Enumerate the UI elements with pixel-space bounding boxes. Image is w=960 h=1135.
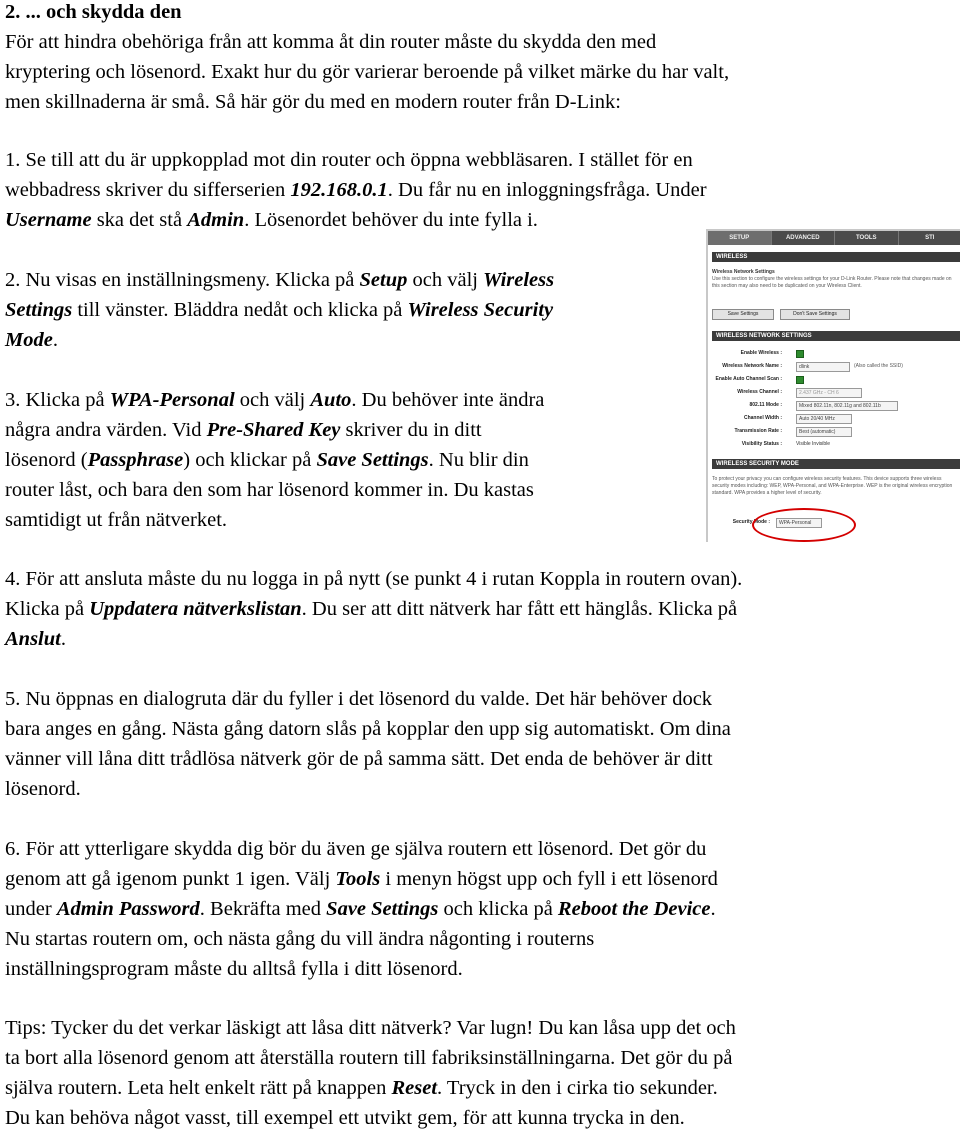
- tab-status[interactable]: STI: [899, 231, 960, 245]
- field-network-name: Wireless Network Name : dlink (Also called the SSID): [722, 363, 903, 370]
- ip-address: 192.168.0.1: [290, 179, 388, 201]
- tab-tools[interactable]: TOOLS: [835, 231, 899, 245]
- step5-line-3: vänner vill låna ditt trådlösa nätverk gör de på samma sätt. Det enda de behöver är ditt: [5, 748, 713, 770]
- security-mode-select[interactable]: WPA-Personal: [776, 518, 822, 528]
- step3-line-2: några andra värden. Vid Pre-Shared Key skriver du in ditt: [5, 419, 482, 441]
- step1-line-3: Username ska det stå Admin. Lösenordet behöver du inte fylla i.: [5, 209, 538, 231]
- step3-line-3: lösenord (Passphrase) och klickar på Save Settings. Nu blir din: [5, 449, 529, 471]
- step4-line-1: 4. För att ansluta måste du nu logga in på nytt (se punkt 4 i rutan Koppla in routern ovan).: [5, 568, 743, 590]
- step5-line-4: lösenord.: [5, 778, 81, 800]
- step5-line-2: bara anges en gång. Nästa gång datorn slås på kopplar den upp sig automatiskt. Om dina: [5, 718, 731, 740]
- tab-setup[interactable]: SETUP: [708, 231, 772, 245]
- step1-line-1: 1. Se till att du är uppkopplad mot din router och öppna webbläsaren. I stället för en: [5, 149, 693, 171]
- field-channel-width: Channel Width : Auto 20/40 MHz: [712, 413, 960, 424]
- tips-line-2: ta bort alla lösenord genom att återställa routern till fabriksinställningarna. Det gör du på: [5, 1047, 733, 1069]
- tips-line-3: själva routern. Leta helt enkelt rätt på knappen Reset. Tryck in den i cirka tio sekunder.: [5, 1077, 718, 1099]
- dont-save-settings-button[interactable]: Don't Save Settings: [780, 309, 850, 320]
- wireless-intro-text: Use this section to configure the wireless settings for your D-Link Router. Please note that changes made on this section may also need to be duplicated on your Wireless Client.: [712, 276, 952, 289]
- highlight-ellipse: [752, 508, 856, 542]
- channel-width-select[interactable]: Auto 20/40 MHz: [796, 414, 852, 424]
- field-auto-channel: Enable Auto Channel Scan :: [712, 374, 960, 385]
- auto-channel-checkbox[interactable]: [796, 376, 804, 384]
- save-settings-button[interactable]: Save Settings: [712, 309, 774, 320]
- intro-line-2: kryptering och lösenord. Exakt hur du gör varierar beroende på vilket märke du har valt,: [5, 61, 730, 83]
- network-name-input[interactable]: dlink: [796, 362, 850, 372]
- step3-line-4: router låst, och bara den som har lösenord kommer in. Du kastas: [5, 479, 534, 501]
- field-transmission-rate: Transmission Rate : Best (automatic): [712, 426, 960, 437]
- step4-line-2: Klicka på Uppdatera nätverkslistan. Du ser att ditt nätverk har fått ett hänglås. Klicka på: [5, 598, 738, 620]
- step6-line-1: 6. För att ytterligare skydda dig bör du även ge själva routern ett lösenord. Det gör du: [5, 838, 707, 860]
- step4-line-3: Anslut.: [5, 628, 66, 650]
- wireless-intro: [712, 269, 960, 299]
- intro-line-3: men skillnaderna är små. Så här gör du med en modern router från D-Link:: [5, 91, 621, 113]
- step5-line-1: 5. Nu öppnas en dialogruta där du fyller i det lösenord du valde. Det här behöver dock: [5, 688, 713, 710]
- field-80211-mode: 802.11 Mode : Mixed 802.11n, 802.11g and 802.11b: [712, 400, 960, 411]
- router-screenshot: [706, 229, 960, 542]
- visibility-radios[interactable]: Visible Invisible: [796, 441, 831, 447]
- step2-line-2: Settings till vänster. Bläddra nedåt och klicka på Wireless Security: [5, 299, 554, 321]
- step3-line-1: 3. Klicka på WPA-Personal och välj Auto. Du behöver inte ändra: [5, 389, 545, 411]
- field-wireless-channel: Wireless Channel : 2.437 GHz - CH 6: [712, 387, 960, 398]
- step1-line-2: webbadress skriver du sifferserien 192.168.0.1. Du får nu en inloggningsfråga. Under: [5, 179, 707, 201]
- field-enable-wireless: Enable Wireless :: [712, 348, 960, 359]
- step6-line-5: inställningsprogram måste du alltså fylla i ditt lösenord.: [5, 958, 463, 980]
- enable-wireless-checkbox[interactable]: [796, 350, 804, 358]
- security-mode-header: WIRELESS SECURITY MODE: [712, 459, 960, 469]
- mode-select[interactable]: Mixed 802.11n, 802.11g and 802.11b: [796, 401, 898, 411]
- tips-line-1: Tips: Tycker du det verkar läskigt att låsa ditt nätverk? Var lugn! Du kan låsa upp det och: [5, 1017, 736, 1039]
- tips-line-4: Du kan behöva något vasst, till exempel ett utvikt gem, för att kunna trycka in den.: [5, 1107, 685, 1129]
- wireless-header: WIRELESS: [712, 252, 960, 262]
- tab-advanced[interactable]: ADVANCED: [772, 231, 836, 245]
- step6-line-2: genom att gå igenom punkt 1 igen. Välj Tools i menyn högst upp och fyll i ett lösenord: [5, 868, 718, 890]
- field-visibility: Visibility Status : Visible Invisible: [741, 441, 831, 447]
- section-heading: 2. ... och skydda den: [5, 1, 182, 23]
- ssid-hint: (Also called the SSID): [854, 363, 903, 369]
- field-security-mode: Security Mode : WPA-Personal: [712, 517, 960, 528]
- router-tab-bar: [708, 231, 960, 245]
- step2-line-3: Mode.: [5, 329, 58, 351]
- step6-line-3: under Admin Password. Bekräfta med Save Settings och klicka på Reboot the Device.: [5, 898, 716, 920]
- step3-line-5: samtidigt ut från nätverket.: [5, 509, 228, 531]
- security-mode-text: To protect your privacy you can configure wireless security features. This device supports three wireless security modes including: WEP, WPA-Personal, and WPA-Enterprise. WEP is the original wireless encryption standard. WPA provides a higher level of security.: [712, 476, 953, 496]
- transmission-rate-select[interactable]: Best (automatic): [796, 427, 852, 437]
- step6-line-4: Nu startas routern om, och nästa gång du vill ändra någonting i routerns: [5, 928, 595, 950]
- network-settings-header: WIRELESS NETWORK SETTINGS: [712, 331, 960, 341]
- wireless-channel-select[interactable]: 2.437 GHz - CH 6: [796, 388, 862, 398]
- wireless-intro-title: Wireless Network Settings: [712, 269, 775, 275]
- intro-line-1: För att hindra obehöriga från att komma åt din router måste du skydda den med: [5, 31, 657, 53]
- step2-line-1: 2. Nu visas en inställningsmeny. Klicka på Setup och välj Wireless: [5, 269, 555, 291]
